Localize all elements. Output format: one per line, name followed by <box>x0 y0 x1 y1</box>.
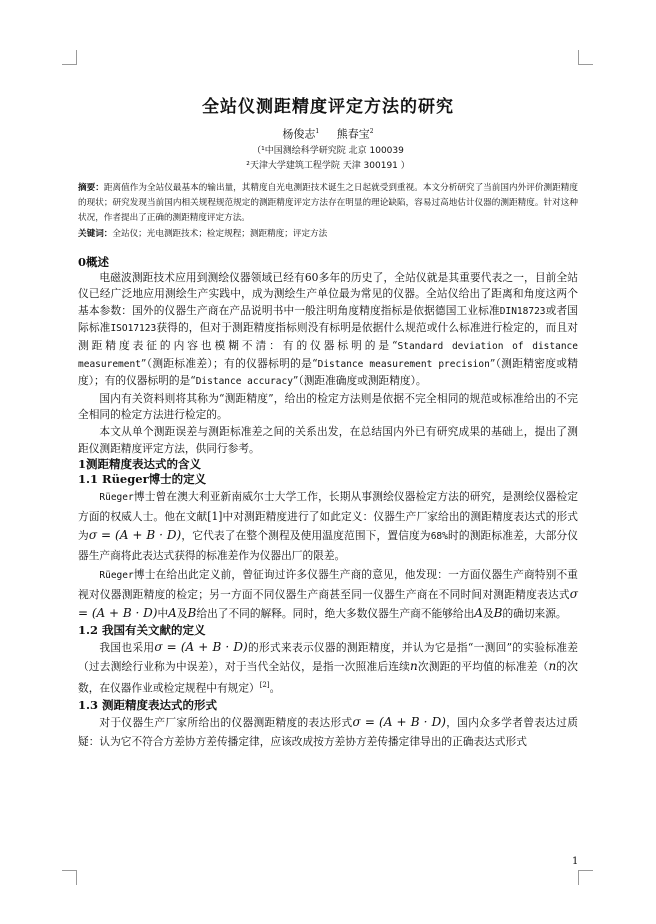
section-1-2-heading: 1.2 我国有关文献的定义 <box>78 623 206 638</box>
name-rueger: Rüeger <box>99 492 134 504</box>
confidence-percent: 68% <box>430 531 448 543</box>
symbol-b: B <box>493 606 503 621</box>
text-run: 中 <box>157 607 169 621</box>
symbol-n: n <box>548 659 557 674</box>
text-run: 博士曾在澳大利亚新南威尔士大学工作，长期从事测绘仪器检定方法的研究，是测绘仪器检定方面的权威人士。他在文献[1]中对测距精度进行了如此定义：仪器生产厂家给出的测距精度表达式的形式为 <box>78 490 578 543</box>
section-1-1-heading: 1.1 Rüeger博士的定义 <box>78 472 207 487</box>
text-run: 及 <box>482 607 494 621</box>
abstract-text: 距离值作为全站仪最基本的输出量，其精度自光电测距技术诞生之日起就受到重视。本文分析研究了当前国内外评价测距精度的现状；研究发现当前国内相关规程规范规定的测距精度评定方法存在明显的理论缺陷，容易过高地估计仪器的测距精度。针对这种状况，作者提出了正确的测距精度评定方法。 <box>78 182 578 223</box>
formula-sigma: σ = (A + B · D) <box>154 640 248 655</box>
author-2: 熊春宝 <box>336 127 370 141</box>
author-1-sup: 1 <box>315 128 320 135</box>
affiliation-2: ²天津大学建筑工程学院 天津 300191 ） <box>246 160 410 171</box>
english-term-2: Distance measurement precision <box>317 358 490 370</box>
text-run: ，国内众多学者曾表达过质疑：认为它不符合方差协方差传播定律，应该改成按方差协方差传播定律导出的正确表达式形式 <box>78 715 578 748</box>
text-run: 的形式来表示仪器的测距精度，并认为它是指“一测回”的实验标准差（过去测绘行业称为中误差），对于当代全站仪，是指一次照准后连续 <box>78 641 578 674</box>
symbol-b: B <box>187 606 197 621</box>
text-run: ”（测距准确度或测距精度）。 <box>292 374 427 388</box>
crop-mark-bottom-left <box>62 870 77 885</box>
section-1-heading: 1测距精度表达式的含义 <box>78 457 202 472</box>
symbol-a: A <box>168 606 177 621</box>
standard-iso: ISO17123 <box>110 323 157 335</box>
section-1-1-paragraph-2 <box>78 565 578 623</box>
section-0-heading: 0概述 <box>78 254 110 269</box>
text-run: 或者国际标准 <box>78 303 578 335</box>
english-term-1: Standard deviation of distance measurement <box>78 341 578 370</box>
section-1-1-paragraph-1 <box>78 487 578 565</box>
text-run: 及 <box>176 607 188 621</box>
text-run: 。 <box>269 681 281 695</box>
text-run: 对于仪器生产厂家所给出的仪器测距精度的表达形式 <box>99 715 353 729</box>
section-0-paragraph-1 <box>78 270 578 391</box>
text-run: 的确切来源。 <box>502 607 567 621</box>
formula-sigma: σ = (A + B · D) <box>88 528 182 543</box>
text-run: ”（测距精密度或精度）；有的仪器标明的是“ <box>78 356 578 388</box>
formula-sigma: σ = (A + B · D) <box>352 714 446 729</box>
author-1: 杨俊志 <box>282 127 316 141</box>
crop-mark-top-right <box>578 50 593 65</box>
formula-sigma: σ = (A + B · D) <box>78 587 578 621</box>
abstract <box>78 181 578 226</box>
text-run: 电磁波测距技术应用到测绘仪器领域已经有60多年的历史了，全站仪就是其重要代表之一，目前全站仪已经广泛地应用测绘生产实践中，成为测绘生产单位最为常见的仪器。全站仪给出了距离和角度这两个基本参数：国外的仪器生产商在产品说明书中一般注明角度精度指标是依据德国工业标准 <box>78 270 578 317</box>
standard-din: DIN18723 <box>499 305 546 317</box>
text-run: 我国也采用 <box>99 641 155 655</box>
keywords <box>78 228 578 241</box>
english-term-3: Distance accuracy <box>195 376 293 388</box>
affiliation-1: （¹中国测绘科学研究院 北京 100039 <box>252 145 404 156</box>
text-run: 次测距的平均值的标准差（ <box>417 660 549 674</box>
symbol-n: n <box>409 659 418 674</box>
symbol-a: A <box>474 606 483 621</box>
paper-title: 全站仪测距精度评定方法的研究 <box>202 97 454 117</box>
text-run: 获得的，但对于测距精度指标则没有标明是依据什么规范或什么标准进行检定的，而且对测距精度表征的内容也模糊不清：有的仪器标明的是“ <box>78 321 578 353</box>
paper-page <box>78 96 578 751</box>
citation-ref: [2] <box>259 681 270 690</box>
name-rueger: Rüeger <box>99 570 134 582</box>
text-run: 博士在给出此定义前，曾征询过许多仪器生产商的意见，他发现：一方面仪器生产商特别不重视对仪器测距精度的检定；另一方面不同仪器生产商甚至同一仪器生产商在不同时间对测距精度表达式 <box>78 568 578 602</box>
keywords-text: 全站仪；光电测距技术；检定规程；测距精度；评定方法 <box>112 228 328 239</box>
author-2-sup: 2 <box>369 128 374 135</box>
section-0-paragraph-3: 本文从单个测距误差与测距标准差之间的关系出发，在总结国内外已有研究成果的基础上，提出了测距仪测距精度评定方法，供同行参考。 <box>78 425 578 455</box>
section-1-2-paragraph-1 <box>78 638 578 698</box>
text-run: ”（测距标准差）；有的仪器标明的是“ <box>140 356 318 370</box>
author-line <box>78 125 578 142</box>
page-number: 1 <box>572 856 579 867</box>
text-run: 时的测距标准差，大部分仪器生产商将此表达式获得的标准差作为仪器出厂的限差。 <box>78 529 578 563</box>
crop-mark-top-left <box>62 50 77 65</box>
text-run: 给出了不同的解释。同时，绝大多数仪器生产商不能够给出 <box>196 607 475 621</box>
section-1-3-heading: 1.3 测距精度表达式的形式 <box>78 697 218 712</box>
abstract-label: 摘要： <box>78 182 104 193</box>
text-run: ，它代表了在整个测程及使用温度范围下，置信度为 <box>181 529 431 543</box>
section-1-3-paragraph-1 <box>78 713 578 751</box>
section-0-paragraph-2: 国内有关资料则将其称为“测距精度”，给出的检定方法则是依据不完全相同的规范或标准给出的不完全相同的检定方法进行检定的。 <box>78 391 578 422</box>
crop-mark-bottom-right <box>578 870 593 885</box>
keywords-label: 关键词： <box>78 228 113 239</box>
text-run: 的次数，在仪器作业或检定规程中有规定） <box>78 660 578 695</box>
